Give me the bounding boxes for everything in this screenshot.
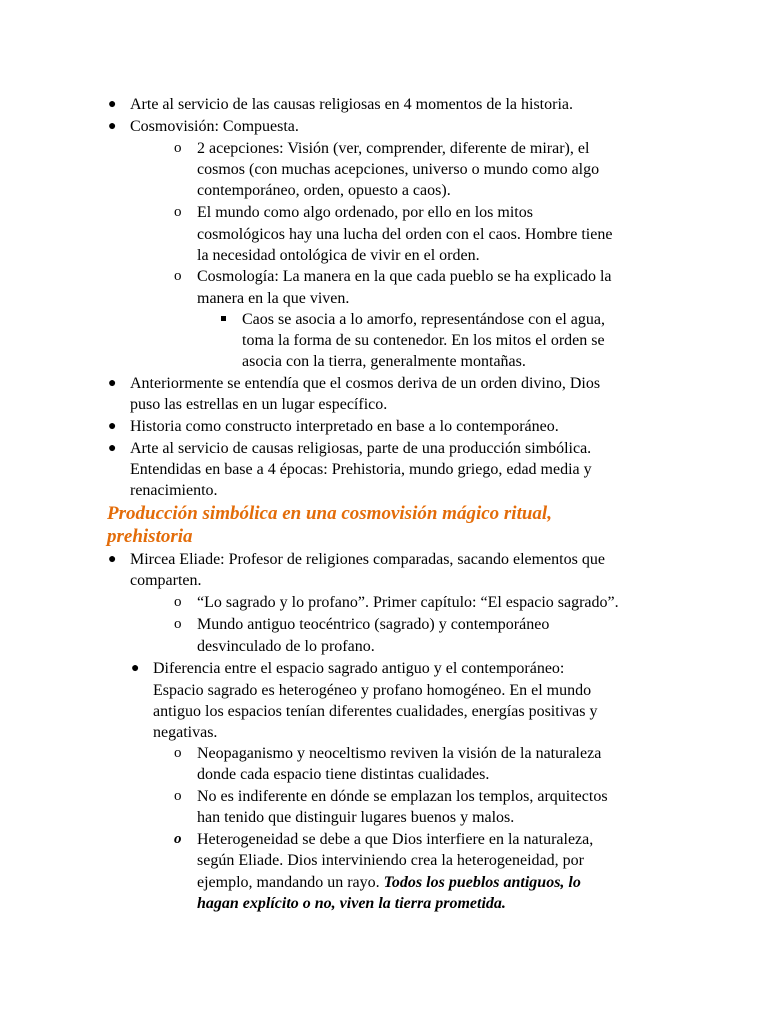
emphasis-run: Todos los pueblos antiguos, lo — [383, 874, 581, 891]
sub-bullet-text: Cosmología: La manera en la que cada pueblo se ha explicado la — [197, 268, 612, 285]
tertiary-bullet-text: toma la forma de su contenedor. En los mitos el orden se — [242, 332, 605, 349]
tertiary-bullet-text: asocia con la tierra, generalmente montañas. — [242, 353, 526, 370]
tertiary-bullet-square — [221, 316, 226, 321]
sub-bullet-text: desvinculado de lo profano. — [197, 638, 375, 655]
sub-bullet-text: la necesidad ontológica de vivir en el orden. — [197, 247, 480, 264]
bullet-text: antiguo los espacios tenían diferentes cualidades, energías positivas y — [153, 703, 598, 720]
sub-bullet-text: donde cada espacio tiene distintas cualidades. — [197, 766, 490, 783]
sub-bullet-circle: o — [174, 140, 182, 156]
bullet-dot: ● — [131, 661, 140, 676]
sub-bullet-text-mixed — [197, 872, 581, 893]
sub-bullet-text: Neopaganismo y neoceltismo reviven la visión de la naturaleza — [197, 745, 602, 762]
sub-bullet-circle: o — [174, 616, 182, 632]
sub-bullet-text: según Eliade. Dios interviniendo crea la heterogeneidad, por — [197, 852, 584, 869]
bullet-text: Diferencia entre el espacio sagrado antiguo y el contemporáneo: — [153, 660, 565, 677]
bullet-text: Mircea Eliade: Profesor de religiones comparadas, sacando elementos que — [130, 551, 605, 568]
sub-bullet-circle: o — [174, 268, 182, 284]
sub-bullet-text: Mundo antiguo teocéntrico (sagrado) y contemporáneo — [197, 616, 550, 633]
sub-bullet-text: contemporáneo, orden, opuesto a caos). — [197, 182, 451, 199]
bullet-text: Entendidas en base a 4 épocas: Prehistoria, mundo griego, edad media y — [130, 461, 592, 478]
sub-bullet-circle: o — [174, 745, 182, 761]
bullet-text: negativas. — [153, 724, 218, 741]
sub-bullet-text: 2 acepciones: Visión (ver, comprender, diferente de mirar), el — [197, 140, 590, 157]
bullet-dot: ● — [108, 376, 117, 391]
bullet-text: Arte al servicio de causas religiosas, parte de una producción simbólica. — [130, 440, 592, 457]
plain-run: ejemplo, mandando un rayo. — [197, 874, 384, 891]
emphasis-run: hagan explícito o no, viven la tierra prometida. — [197, 895, 506, 912]
bullet-text: puso las estrellas en un lugar específico. — [130, 396, 388, 413]
sub-bullet-circle: o — [174, 204, 182, 220]
bullet-text: comparten. — [130, 572, 202, 589]
sub-bullet-text: manera en la que viven. — [197, 290, 350, 307]
tertiary-bullet-text: Caos se asocia a lo amorfo, representándose con el agua, — [242, 311, 605, 328]
sub-bullet-circle: o — [174, 594, 182, 610]
sub-bullet-text: han tenido que distinguir lugares buenos y malos. — [197, 809, 515, 826]
bullet-dot: ● — [108, 552, 117, 567]
sub-bullet-text: cosmos (con muchas acepciones, universo o mundo como algo — [197, 161, 600, 178]
bullet-text: Espacio sagrado es heterogéneo y profano homogéneo. En el mundo — [153, 682, 592, 699]
sub-bullet-circle: o — [174, 788, 182, 804]
bullet-dot: ● — [108, 419, 117, 434]
bullet-dot: ● — [108, 119, 117, 134]
bullet-dot: ● — [108, 97, 117, 112]
bullet-text: Cosmovisión: Compuesta. — [130, 118, 299, 135]
bullet-text: Arte al servicio de las causas religiosas en 4 momentos de la historia. — [130, 96, 573, 113]
bullet-text: Anteriormente se entendía que el cosmos deriva de un orden divino, Dios — [130, 375, 601, 392]
sub-bullet-text: No es indiferente en dónde se emplazan los templos, arquitectos — [197, 788, 608, 805]
sub-bullet-text: cosmológicos hay una lucha del orden con el caos. Hombre tiene — [197, 226, 613, 243]
sub-bullet-text: “Lo sagrado y lo profano”. Primer capítulo: “El espacio sagrado”. — [197, 594, 619, 611]
sub-bullet-text: Heterogeneidad se debe a que Dios interfiere en la naturaleza, — [197, 831, 594, 848]
bullet-text: renacimiento. — [130, 482, 218, 499]
section-heading: prehistoria — [107, 526, 193, 547]
bullet-text: Historia como constructo interpretado en base a lo contemporáneo. — [130, 418, 559, 435]
section-heading: Producción simbólica en una cosmovisión mágico ritual, — [107, 503, 552, 524]
sub-bullet-text: El mundo como algo ordenado, por ello en los mitos — [197, 204, 533, 221]
bullet-dot: ● — [108, 441, 117, 456]
sub-bullet-circle: o — [174, 831, 182, 847]
